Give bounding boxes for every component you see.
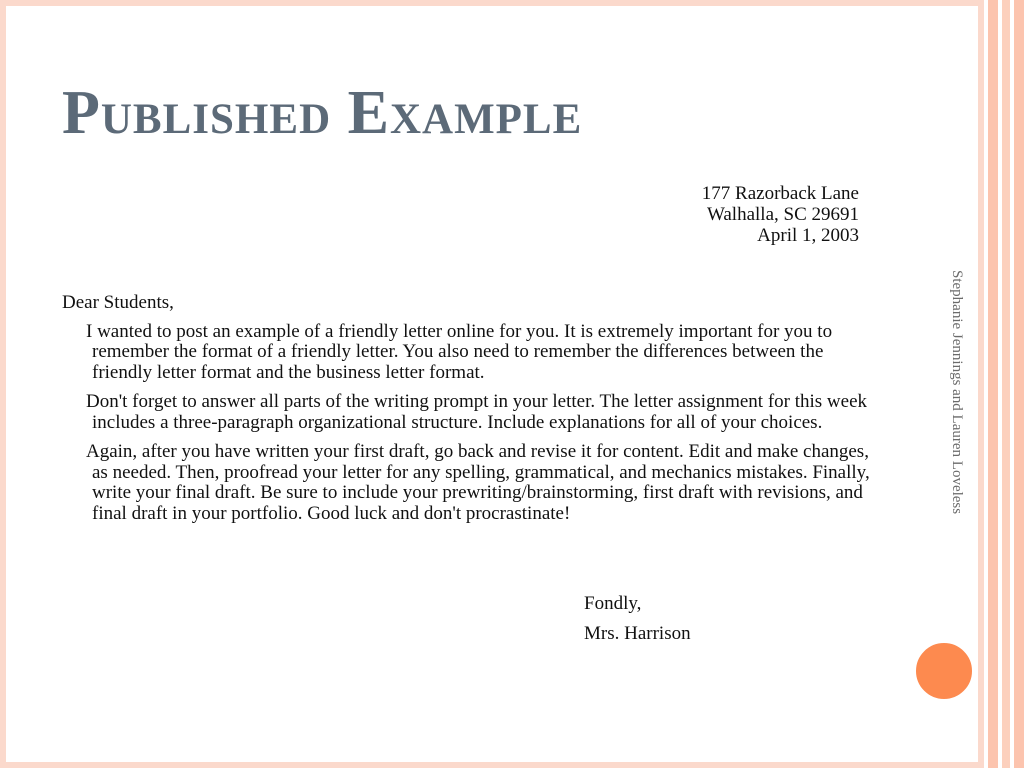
letter-body bbox=[62, 293, 892, 524]
letter-paragraph: Don't forget to answer all parts of the writing prompt in your letter. The letter assignment for this week includes a three-paragraph organizational structure. Include explanations for all of your choices. bbox=[86, 391, 868, 433]
signature: Mrs. Harrison bbox=[584, 623, 691, 644]
letter-paragraph: I wanted to post an example of a friendly letter online for you. It is extremely important for you to remember the format of a friendly letter. You also need to remember the differences between the friendly letter format and the business letter format. bbox=[86, 320, 833, 383]
letter-paragraph: Again, after you have written your first draft, go back and revise it for content. Edit and make changes, as needed. Then, proofread your letter for any spelling, grammatical, and mechanics mistakes. Finally, write your final draft. Be sure to include your prewriting/brainstorming, first draft with revisions, and final draft in your portfolio. Good luck and don't procrastinate! bbox=[86, 441, 870, 524]
salutation: Dear Students, bbox=[62, 292, 174, 313]
right-stripe bbox=[988, 0, 998, 768]
address-street: 177 Razorback Lane bbox=[701, 183, 859, 204]
sender-address bbox=[702, 183, 859, 246]
decorative-circle bbox=[913, 640, 975, 702]
closing-phrase: Fondly, bbox=[584, 593, 642, 614]
letter-closing bbox=[584, 593, 691, 653]
right-stripe bbox=[1002, 0, 1010, 768]
slide-title: Published Example bbox=[62, 79, 583, 147]
left-border bbox=[0, 0, 6, 768]
right-stripe bbox=[1014, 0, 1024, 768]
bottom-border bbox=[0, 762, 978, 768]
top-border bbox=[0, 0, 978, 6]
author-credit: Stephanie Jennings and Lauren Loveless bbox=[949, 270, 965, 515]
letter-date: April 1, 2003 bbox=[757, 225, 859, 246]
address-city: Walhalla, SC 29691 bbox=[706, 204, 859, 225]
